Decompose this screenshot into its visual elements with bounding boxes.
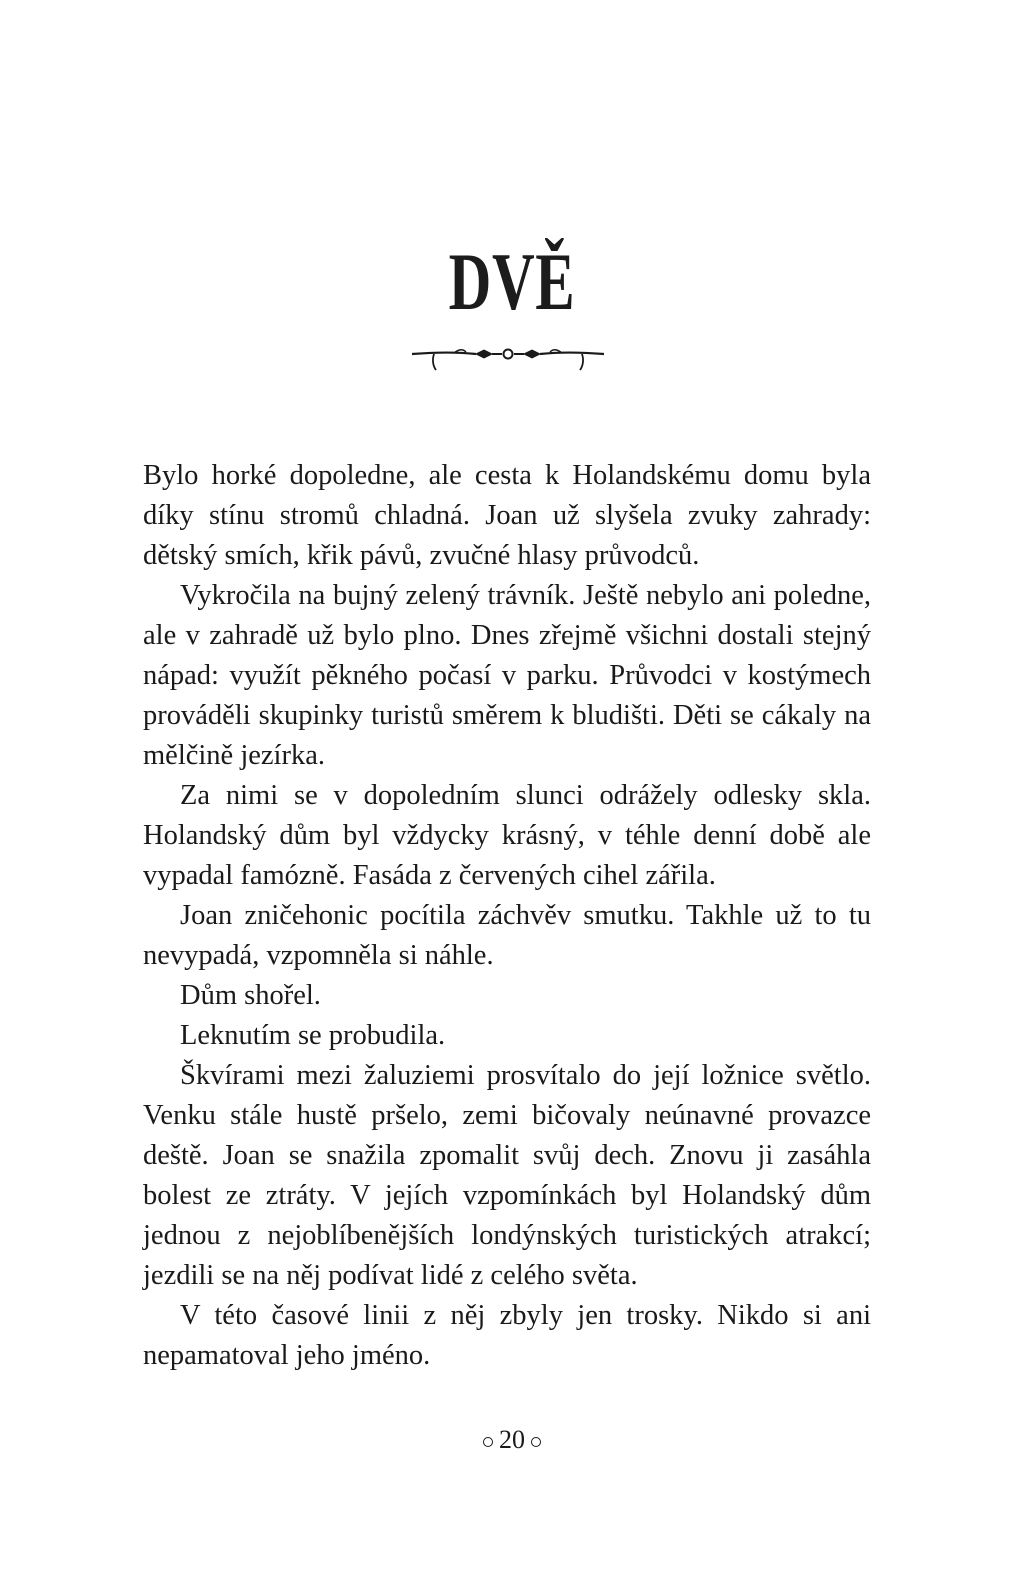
paragraph: Vykročila na bujný zelený trávník. Ještě nebylo ani poledne, ale v zahradě už bylo plno. Dnes zřejmě všichni dostali stejný nápad: využít pěkného počasí v parku. Průvodci v kostýmech prováděli skupinky turistů směrem k bludišti. Děti se cákaly na mělčině jezírka. xyxy=(143,580,871,771)
bullet-dot-icon xyxy=(531,1437,541,1447)
paragraph: Škvírami mezi žaluziemi prosvítalo do její ložnice světlo. Venku stále hustě pršelo, zemi bičovaly neúnavné provazce deště. Joan se snažila zpomalit svůj dech. Znovu ji zasáhla bolest ze ztráty. V jejích vzpomínkách byl Holandský dům jednou z nejoblíbenějších londýnských turistických atrakcí; jezdili se na něj podívat lidé z celého světa. xyxy=(143,1060,871,1291)
flourish-ornament-icon xyxy=(408,340,608,380)
page-number xyxy=(0,1420,1024,1460)
paragraph: Leknutím se probudila. xyxy=(180,1020,446,1051)
paragraph: Za nimi se v dopoledním slunci odrážely odlesky skla. Holandský dům byl vždycky krásný, v téhle denní době ale vypadal famózně. Fasáda z červených cihel zářila. xyxy=(143,780,871,891)
paragraph: V této časové linii z něj zbyly jen trosky. Nikdo si ani nepamatoval jeho jméno. xyxy=(143,1300,871,1371)
bullet-dot-icon xyxy=(483,1437,493,1447)
page-number-value: 20 xyxy=(499,1425,525,1454)
chapter-title: DVĚ xyxy=(448,236,576,327)
paragraph: Joan zničehonic pocítila záchvěv smutku. Takhle už to tu nevypadá, vzpomněla si náhle. xyxy=(143,900,871,971)
body-text xyxy=(143,456,871,1376)
paragraph: Bylo horké dopoledne, ale cesta k Holandskému domu byla díky stínu stromů chladná. Joan už slyšela zvuky zahrady: dětský smích, křik pávů, zvučné hlasy průvodců. xyxy=(143,460,871,571)
paragraph: Dům shořel. xyxy=(180,980,321,1011)
